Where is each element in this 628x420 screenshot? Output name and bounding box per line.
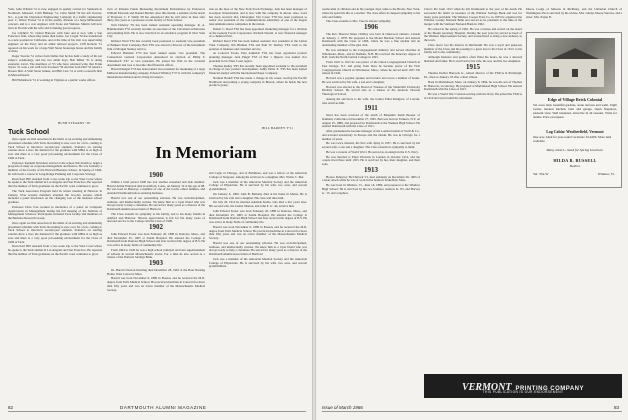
paragraph: Howard was a popular speaker and lecturer and wrote a number of books. He was survived by his wife, a son and a daughter. (322, 76, 420, 84)
paragraph: Dean Karl Hill returned from a two-week trip to the West Coast where he spoke to the Tuck alumni in Los Angeles and San Francisco. He reported that the number of Tuck graduates on the Pacific coast continues to grow. (8, 244, 102, 256)
ad-realtor-role: Realtor (570, 164, 580, 168)
memoriam-column-2 (209, 172, 307, 400)
paragraph: He was married to Ellen Warwick in London in October 1914, and the couple lived there until 1925. He is survived by her, their daughter, and their sons. (322, 154, 420, 166)
ad-phone: Tel. 354-W (533, 172, 549, 176)
paragraph: After graduation he became manager of the London branch of Swift & Co., and traveled extensively in Europe and the Orient. He was in Chicago for a number of years. (322, 129, 420, 141)
paragraph: Within a brief period 1900 has lost another esteemed and able member. Harold Arthur Emerson died in Ashford, Conn., on January 10 at the age of 88. He was born in Hanover, a member of one of the town's oldest families, and attended Dartmouth before entering business. (107, 179, 205, 195)
paragraph: Horace Pennyroy McClintock '13, died suddenly on December 26, 1965 of a heart attack while he was at work in his home in Wakefield, Mass. (322, 174, 420, 183)
paragraph: Edward Hartman T'53 has been named senior vice president. The Connecticut General Corporation announced its election of Philip F. Fehrenbach T'47 as vice president. He joined the firm in the actuarial department and rose to become chief financial officer. (107, 51, 205, 67)
paragraph: Thomas Kelley T'65 has recently been appointed assistant to the president in charge of new product development. Ashly Fuller Jr. T'65 has been named financial analyst with the International Paper Company. (209, 63, 307, 75)
paragraph: The Class extends its sympathy to his family, and to his many friends in Ashford and Hanover. Sincere appreciation is felt for his many years of devoted service to the College and the Class of 1900. (107, 211, 205, 224)
paragraph: From 1904 to 1940 he was a high school principal and later superintendent of schools in several Massachusetts towns. For a time he also served as a trustee of the Danvers Savings Bank. (107, 247, 205, 260)
paragraph: Once again we find ourselves in the midst of an exciting and stimulating placement schedule with Tuck. Recruiting is now over for a few, coming to Tuck School to interview second-year students. Statistics on starting salaries show a rise; the demand for the graduate with MBA is as high as ever and there is a very good job-seeking environment for the Class of 1966 at Tuck. (8, 220, 102, 244)
tuck-column (8, 138, 102, 400)
paragraph: Among his survivors is his wife, the former Ethel Pettigrew of Lorrain, who survives him. (322, 96, 420, 105)
paragraph: He was a World War I veteran serving with the Navy. He joined the YMCA in 1919 and served until his retirement. (424, 92, 522, 100)
page-number: 82 (8, 405, 14, 410)
paragraph: Richard Ward T'61 has recently been promoted to assistant vice president of Bankers Trust Company. Bob T'65 was elected a director of the investment firm of Morgan Stanley and Co. (107, 39, 205, 51)
footer-rule (322, 411, 622, 412)
memoriam-column-5 (526, 8, 622, 30)
paragraph: view of Pension Funds Measuring Investment Performance by Professors William Edwards and Donald Bartlett. Also this month, a seminar on the needs of Professor C. F. Smith '28 has announced that he will retire in June after thirty-five years as a professor on the faculty of Tuck School. (107, 8, 205, 23)
paragraph: Born in Marblehead, Mass. on January 8, 1894, he was the son of Thomas D. Hancock, an attorney. He prepared at Marblehead High School. He entered Dartmouth with the Class of 1915. (424, 79, 522, 92)
paragraph: Professor Kenneth Davidson arrived at the school this month to begin a program of study on corporate management and finance. He was formerly a member of the faculty of the Harvard Business School. In Spring of 1966, he will teach a course in Long-Range Planning and Corporate Strategy. (8, 160, 102, 176)
class-year-heading: 1913 (364, 165, 378, 174)
left-page (0, 0, 312, 420)
ad-log-cabin: Log Cabin: Westherfield, Vermont (546, 130, 604, 134)
vermont-brand-rest: PRINTING COMPANY (515, 386, 584, 392)
paragraph: Dean Karl Hill returned from a two-week trip to the West Coast where he spoke to the Tuck alumni in Los Angeles and San Francisco. He reported that the number of Tuck graduates on the Pacific coast continues to grow. (8, 176, 102, 188)
ad-caption: Edge of Village Brick Colonial (547, 97, 603, 102)
paragraph: On July 26, 1914 he married Adelaide Kettle, who died a few years later. His second wife, the former Marion, and John E. Jr. '44, survive him. (209, 200, 307, 208)
paragraph: Although business and politics often filled his hours, he was a devoted husband and father. He is survived by his wife, his son, and his two daughters. (424, 55, 522, 63)
vermont-tagline: THIS PUBLICATION IS OUR ENDORSEMENT (482, 390, 564, 394)
paragraph: On January 6, 1966, John B. Bellamy died at his home in Maine. He is survived by his wife and a daughter. His class will miss him. (209, 191, 307, 200)
page-number: 83 (614, 405, 620, 410)
paragraph: Jack was a member of the American Medical Society and the American College of Physicians. He is survived by his wife, two sons, and several grandchildren. (209, 179, 307, 191)
signature: BILL BARNEY T'51 (262, 126, 294, 130)
paragraph: tion on the floor of the New York Stock Exchange. Jack has been manager of Goodyear International, and is now with the company in Akron. Also, word has been received that Christopher Van Caster T'59 has been promoted to senior vice president of the communications subsidiary of one of the largest telecommunications companies in the nation. (209, 8, 307, 26)
ad-price: Price on request. (542, 114, 565, 119)
paragraph: Word has been received of the death of Benjamin Keith Hooper of Oakland, California on December 27, 1965. Ben was born in Yonkers, N.Y. on August 25, 1889, and prepared for Dartmouth at the Yonkers High School. He entered Dartmouth with the Class of 1911. (322, 113, 420, 129)
paragraph: Harold was one of our outstanding scholars. He was well-disciplined, studious, and intellectually curious. We knew him as a loyal friend who was always ready to help a classmate. He served for many years as a director of the Dartmouth Alumni Association of Hartford. (209, 240, 307, 256)
ad-brochure-line: Many others—Send for Spring brochure. (546, 148, 604, 152)
paragraph: John Edward Foster was born February 26, 1880 in Danvers, Mass., and died December 25, 1965 at Salem Hospital. He entered the College at Dartmouth from Danvers High School and later received the degree of B.S. He was active in many fields of community life. (209, 208, 307, 224)
paragraph: Jack was a member of the American Medical Society and the American College of Physicians. He is survived by his wife, two sons, and several grandchildren. (209, 256, 307, 269)
house-photo (535, 38, 615, 94)
class-notes-column-2 (107, 8, 205, 132)
vermont-brand: VERMONT (461, 382, 512, 393)
real-estate-ad (526, 32, 622, 188)
paragraph: Dr. Harold Newton Dawling died December 28, 1965 at the Hale Nursing Home, West Concord, Mass. (107, 267, 205, 276)
paragraph: Richard Reed T'62 has been named assistant vice president at the Union Trust Company, Jim Hinman T'62 and Paul W. Skelley T'63, both to the position of business and customer service. (209, 39, 307, 51)
running-footer: DARTMOUTH ALUMNI MAGAZINE (120, 405, 207, 410)
right-page (316, 0, 628, 420)
paragraph: and Cagle of Chicago, and of Baltimore, and was a fellow of the American College of Surgeons. Among his survivors is a daughter, Mrs. Walter C. Pier. (209, 172, 307, 179)
running-footer: Issue of March 1966 (322, 405, 363, 410)
memoriam-heading: In Memoriam (155, 143, 257, 162)
section-heading-tuck: Tuck School (8, 129, 50, 136)
ad-body (533, 104, 617, 120)
paragraph: The Tuck Associates Program held its winter meeting in Hanover in January. Over seventy members attended the two-day session, which included a panel discussion on the changing role of the business school graduate. (8, 188, 102, 204)
memoriam-column-3 (322, 8, 420, 402)
signature: BUSH STEARNS '38 (58, 121, 91, 125)
paragraph: Harold was born November 6, 1880 in Boston, and he received the M.D. degree from Tufts Medical School. He practiced medicine in Concord for more than fifty years and was an active member of the Massachusetts Medical Society. (209, 224, 307, 240)
paragraph: He retired in the spring of 1965. He was a trustee and served on the board of the Mount Ascutney Hospital. During the past years he served as head of the Windsor Improvement Society, and worked hard to bring a new industry to the town. (424, 26, 522, 42)
paragraph: Clare's life from 1913 when he left Dartmouth to the year of his death. He succeeded his father as treasurer of the Windsor Savings Bank and was for many years president. The Windsor Cooper Trust Co. in 1935 he organized the Windsor County National Bank and served as its president to the time of the merger with the Vermont National Bank in 1962. (424, 8, 522, 26)
paragraph: Joe Gilchrist '51 visited Hanover with Jane and is now with a San Francisco firm, where they make their home. Joe Cragin '52 has transferred to a new position in California, and at the time of his visit was supervising engineer on the Ferry and its allied railroad projects. Cliff Roberts '51 reported on his work for a large Wall Street brokerage house and his family of three. (8, 30, 102, 54)
vermont-printing-banner (424, 374, 622, 398)
paragraph: Thomas Dolber Hancock Jr., retired director of the YMCA in Pittsburgh, Pa., died on January 18 after a short illness. (424, 71, 522, 79)
paragraph: Once again we find ourselves in the midst of an exciting and stimulating placement schedule with Tuck. Recruiting is now over for a few, coming to Tuck School to interview second-year students. Statistics on starting salaries show a rise; the demand for the graduate with MBA is as high as ever and there is a very good job-seeking environment for the Class of 1966 at Tuck. (8, 138, 102, 160)
paragraph: Norman Bodell T'64 has made a change in his career, leaving the Pacific Northwest and joining a young company in Boston, where he heads the new products group. (209, 75, 307, 88)
paragraph: Harold was born November 6, 1880 in Boston, and he received the M.D. degree from Tufts Medical School. He practiced medicine in Concord for more than fifty years and was an active member of the Massachusetts Medical Society. (107, 276, 205, 292)
paragraph: John Edward Foster was born February 26, 1880 in Danvers, Mass., and died December 25, 1965 at Salem Hospital. He entered the College at Dartmouth from Danvers High School and later received the degree of B.S. He was active in many fields of community life. (107, 231, 205, 247)
paragraph: Robert C. Reed T'62 has been appointed marketing manager for a division of the General Foods Corporation. Richard Newell, is now financial manager of a chemical firm. (209, 26, 307, 39)
class-year-heading: 1915 (466, 62, 480, 71)
class-year-heading: 1902 (149, 223, 163, 231)
memoriam-column-4 (424, 8, 522, 344)
paragraph: Bill Hallenbeck '51 is working in Virginia as a public works officer. (12, 77, 96, 82)
paragraph: Harold Deetjen T'53 has been named vice president for marketing of a large Midwest manufacturing company. Edward Whitney T'57 is with the company's international division and is living in Geneva. (107, 67, 205, 79)
paragraph: Howard was elected to the Board of Trustees of the Vanderbilt University Divinity School. He served also as a trustee of the Andover Newton Theological School. (322, 84, 420, 96)
paragraph: He was ordained to the Congregational ministry and served churches in Winchester, Mass., and in Durham, N.H. He received the honorary degree of D.D. from the North Central College in 1925. (322, 47, 420, 60)
ad-log-body: One acre. Ideal for year-round vacations. $14,000. More land available. (533, 135, 612, 143)
paragraph: Tom Doherty '59 has been named assistant operating manager. R. A. Hammerstein T'55 recently became an associate of the Cleveland architecture and planning firm. He is now involved in an extensive program in New York City. (107, 23, 205, 39)
paragraph: Roger Stearns '51 writes from Dallas that he has built a study of his pet subject, seismology, and has two small boys. Bob Miller '51 is doing extensive travel. The members of '55 who have returned write that Frank Taylor '51 took a job with Jack Swenson '56 and that Tom Hall '53 joined a Boston firm. A Wall Street banker, and Bill Cass '51 is with a research firm in Massachusetts. (8, 54, 102, 77)
ad-body-text: Six acres land, beautiful gardens, stone terraces and walls. Eight rooms, modern kitchen, barn and garage. Open fireplaces, pleasant view. Well insulated, attractive in all seasons. Write for details. (533, 103, 617, 119)
paragraph: Professor Dave Ives worked as moderator of a panel on Computer Applications in Management during the fall meeting of the Institute of Management Sciences. Participants included Tuck faculty and members of the Business Research Group. (8, 204, 102, 220)
paragraph: Harold was one of our outstanding scholars. He was well-disciplined, studious, and intellectually curious. We knew him as a loyal friend who was always ready to help a classmate. He served for many years as a director of the Dartmouth Alumni Association of Hartford. (107, 195, 205, 211)
paragraph: Clare never lost his interest in Dartmouth. He was a loyal and generous member of the Class and his passing is a great loss to the Class of 1913, to his family and to the community. (424, 42, 522, 55)
memoriam-column-1 (107, 172, 205, 400)
paragraph: York. John Whalen '51 is now engaged in quality control for Sunbeam in Northeast, Missouri. Cobb Belknap '51, Chris Smith '50 has left Towner, N.J., to join the Charleston Engineering Company in a traffic engineering post. C. Oliver Fowler '51 is in the quality division of a large Midwestern concern, and is a cost engineer with Stone and Webster. Martin Gill now lives in Florida with his wife and is making good progress. (8, 8, 102, 30)
class-notes-column-1 (8, 8, 102, 120)
paragraph: He was a veteran of World War I. He served as an ensign in the U.S. Navy. (326, 149, 419, 154)
class-year-heading: 1900 (149, 172, 163, 179)
paragraph: Moore Lodge of Masons in Richburg, and the Unitarian Church of Washington. He is survived by his widow, Mrs. Gladys Moore Stevens, and a sister, Mrs. Payne B. (526, 8, 622, 19)
footer-rule (8, 411, 306, 412)
ad-town: Windsor, Vt. (597, 172, 615, 176)
paragraph: From 1910 to 1915 he was pastor of the Union Congregational Church in East Orange, N.J. and going from there he became pastor of the First Congregational Church in Winchester, Mass., where he served until 1937. He retired in 1945. (322, 60, 420, 76)
class-year-heading: 1903 (149, 259, 163, 267)
paragraph: At Concord Foods, Pete Arnholdt T'64 has been appointed product planning manager. Jack Pingel T'63 of Pier 1 Imports was named vice president for its West Coast region. (209, 51, 307, 63)
paragraph: rooms kind of children and in his younger days came to the Bronx, New York, where he spent his life as a teacher. The class offers its deepest sympathy to his wife and family. (322, 8, 420, 19)
paragraph: The Rev. Howard James Chidley was born in Oakwood, Ontario, Canada on January 1, 1878. He prepared at the Mount Hermon School and entered Dartmouth with the Class of 1906, where he was a fine student and an outstanding member of the glee club. (322, 31, 420, 47)
paragraph: The Class extends to Mrs. Tree its sincere sympathy. (326, 19, 392, 24)
class-year-heading: 1911 (364, 104, 378, 113)
ad-realtor-name: HILDA B. RUSSELL (553, 158, 597, 163)
class-notes-column-3 (209, 8, 307, 124)
paragraph: He was born in Windsor, Vt., June 16, 1889, and prepared at the Windsor High School. He is survived by his two brothers, Andrew K. '05, and Harvey G. '15, and a nephew. (322, 183, 420, 195)
paragraph: He was twice married, his first wife dying in 1957. He is survived by his second wife, a son and a daughter. The Class extends its sympathy to them. (322, 141, 420, 149)
class-year-heading: 1906 (364, 23, 378, 31)
